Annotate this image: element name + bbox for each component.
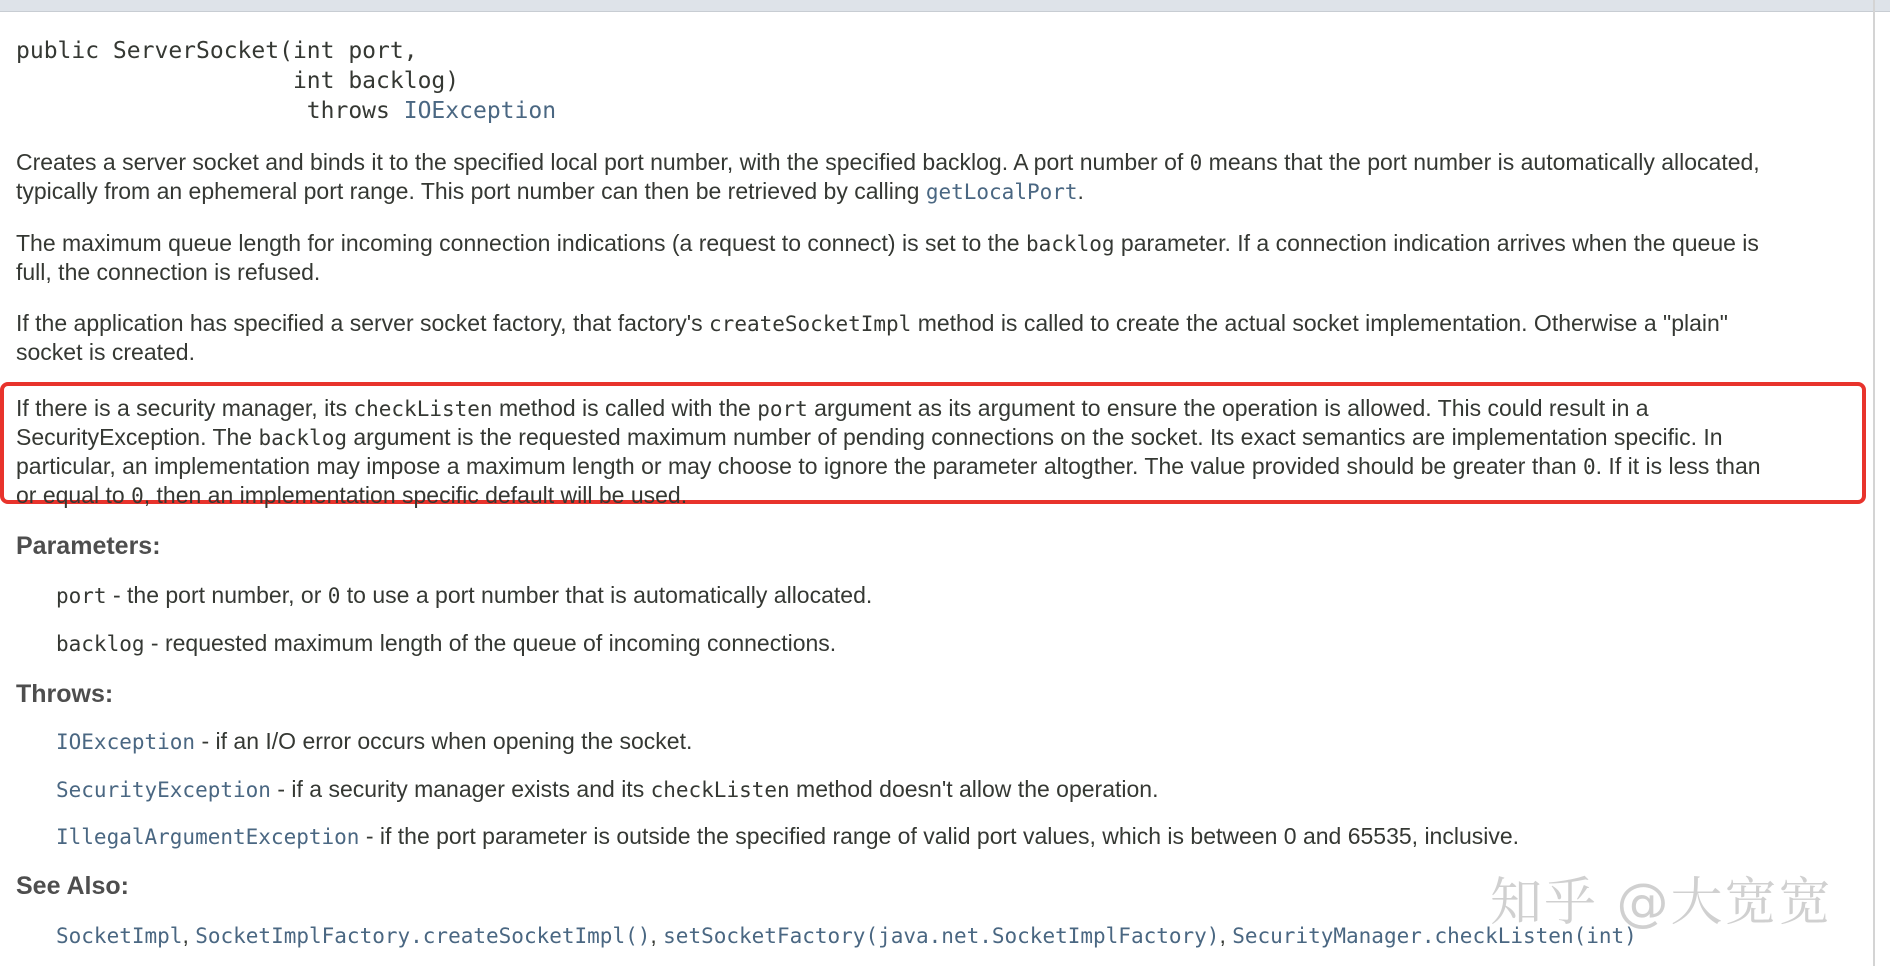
code-zero: 0 bbox=[327, 584, 341, 608]
text: socket is created. bbox=[16, 339, 195, 365]
illegal-argument-exception-link[interactable]: IllegalArgumentException bbox=[56, 825, 360, 849]
description-paragraph-3 bbox=[16, 309, 1871, 366]
description-paragraph-2 bbox=[16, 229, 1871, 286]
text: - the port number, or bbox=[106, 582, 328, 608]
code-create-socket-impl: createSocketImpl bbox=[709, 312, 912, 336]
text: If there is a security manager, its bbox=[16, 395, 354, 421]
text: SecurityException. The bbox=[16, 424, 259, 450]
text: , then an implementation specific default will be used. bbox=[143, 482, 688, 508]
text: particular, an implementation may impose a maximum length or may choose to ignore the parameter altogther. The value provided should be greater than bbox=[16, 453, 1583, 479]
text: method is called with the bbox=[492, 395, 758, 421]
code-zero: 0 bbox=[131, 484, 144, 508]
socket-impl-factory-link[interactable]: SocketImplFactory.createSocketImpl() bbox=[195, 924, 651, 948]
set-socket-factory-link[interactable]: setSocketFactory(java.net.SocketImplFactory) bbox=[663, 924, 1220, 948]
text: Creates a server socket and binds it to the specified local port number, with the specified backlog. A port number of bbox=[16, 149, 1190, 175]
text: - requested maximum length of the queue of incoming connections. bbox=[144, 630, 837, 656]
code-zero: 0 bbox=[1583, 455, 1596, 479]
code-zero: 0 bbox=[1189, 151, 1203, 175]
signature-line-1: public ServerSocket(int port, bbox=[16, 38, 418, 64]
text: . If it is less than bbox=[1595, 453, 1761, 479]
top-header-band bbox=[0, 0, 1890, 12]
text: - if a security manager exists and its bbox=[270, 776, 651, 802]
text: argument as its argument to ensure the operation is allowed. This could result in a bbox=[807, 395, 1649, 421]
param-name-backlog: backlog bbox=[56, 632, 145, 656]
code-backlog: backlog bbox=[258, 426, 347, 450]
text: argument is the requested maximum number of pending connections on the socket. Its exact semantics are implementation specific. In bbox=[347, 424, 1723, 450]
code-backlog: backlog bbox=[1026, 232, 1115, 256]
code-port: port bbox=[757, 397, 808, 421]
param-backlog bbox=[56, 630, 836, 657]
description-paragraph-1 bbox=[16, 148, 1871, 206]
throws-label: Throws: bbox=[16, 680, 114, 708]
separator: , bbox=[650, 922, 664, 948]
signature-line-2: int backlog) bbox=[16, 68, 460, 94]
separator: , bbox=[182, 922, 196, 948]
text: full, the connection is refused. bbox=[16, 259, 321, 285]
text: If the application has specified a server socket factory, that factory's bbox=[16, 310, 710, 336]
text: method is called to create the actual socket implementation. Otherwise a "plain" bbox=[911, 310, 1728, 336]
throws-ioexception bbox=[56, 728, 692, 755]
text: - if an I/O error occurs when opening the socket. bbox=[195, 728, 693, 754]
code-check-listen: checkListen bbox=[650, 778, 790, 802]
throws-illegal-argument-exception bbox=[56, 823, 1519, 850]
text: or equal to bbox=[16, 482, 132, 508]
param-name-port: port bbox=[56, 584, 107, 608]
ioexception-link[interactable]: IOException bbox=[403, 98, 557, 124]
text: parameter. If a connection indication arrives when the queue is bbox=[1114, 230, 1759, 256]
text: method doesn't allow the operation. bbox=[789, 776, 1159, 802]
security-exception-link[interactable]: SecurityException bbox=[56, 778, 271, 802]
see-also-links bbox=[56, 922, 1637, 949]
text: to use a port number that is automatically allocated. bbox=[340, 582, 873, 608]
description-paragraph-4-highlighted bbox=[16, 394, 1866, 510]
text: means that the port number is automatically allocated, bbox=[1202, 149, 1760, 175]
text: - if the port parameter is outside the specified range of valid port values, which is between 0 and 65535, inclusive. bbox=[359, 823, 1520, 849]
code-check-listen: checkListen bbox=[353, 397, 493, 421]
method-signature bbox=[16, 36, 1871, 126]
parameters-label: Parameters: bbox=[16, 532, 161, 560]
text: typically from an ephemeral port range. This port number can then be retrieved by calling bbox=[16, 178, 926, 204]
text: . bbox=[1077, 178, 1084, 204]
signature-line-3-prefix: throws bbox=[16, 98, 404, 124]
see-also-label: See Also: bbox=[16, 872, 130, 900]
method-detail bbox=[16, 36, 1871, 366]
separator: , bbox=[1219, 922, 1233, 948]
ioexception-link[interactable]: IOException bbox=[56, 730, 196, 754]
zhihu-watermark: 知乎 @大宽宽 bbox=[1490, 873, 1833, 933]
param-port bbox=[56, 582, 872, 609]
get-local-port-link[interactable]: getLocalPort bbox=[925, 180, 1078, 204]
text: The maximum queue length for incoming connection indications (a request to connect) is set to the bbox=[16, 230, 1026, 256]
socket-impl-link[interactable]: SocketImpl bbox=[56, 924, 183, 948]
right-border bbox=[1873, 0, 1875, 966]
security-manager-check-listen-link[interactable]: SecurityManager.checkListen(int) bbox=[1232, 924, 1637, 948]
throws-security-exception bbox=[56, 776, 1158, 803]
